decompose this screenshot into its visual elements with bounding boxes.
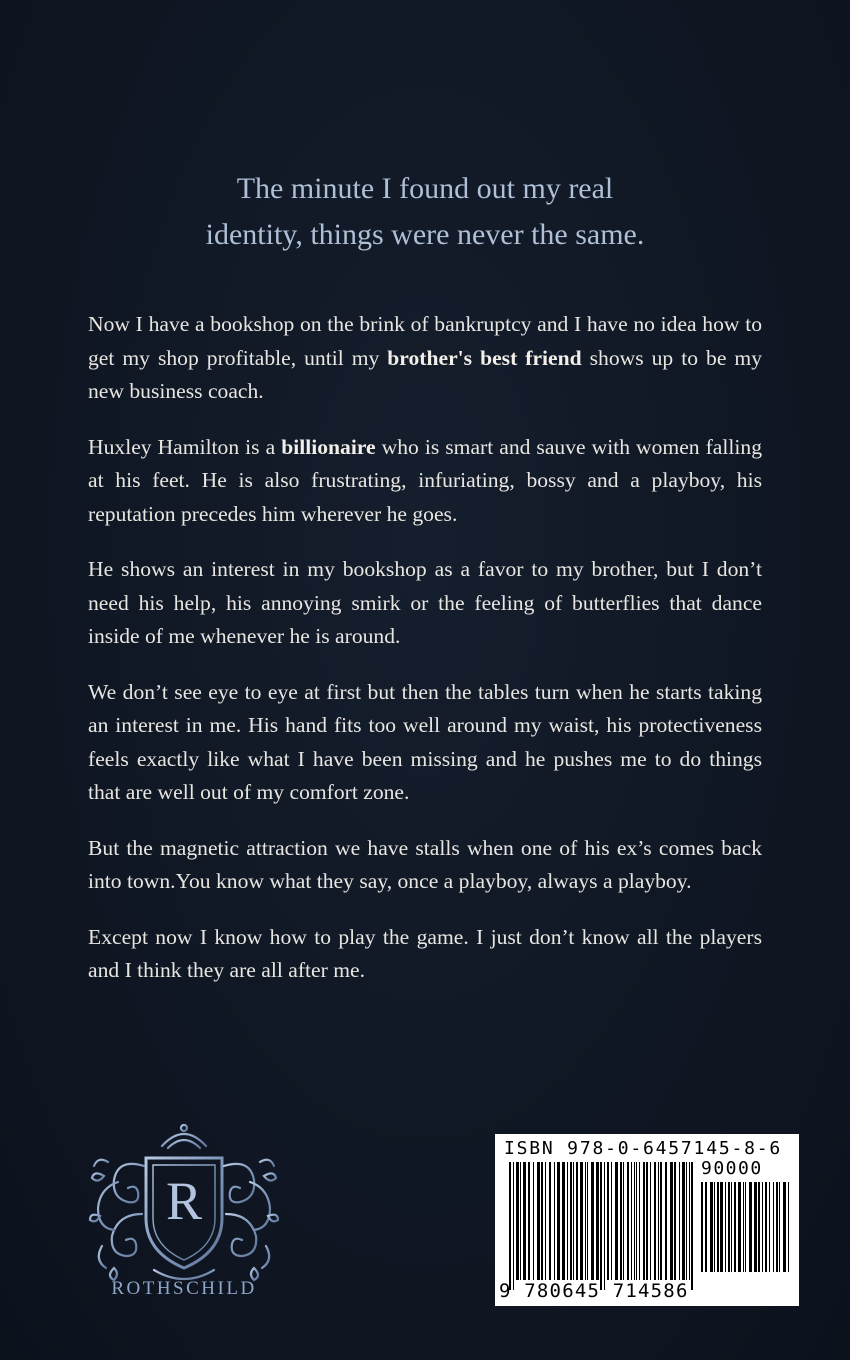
- tagline-line-1: The minute I found out my real: [236, 172, 614, 205]
- barcode-bar: [634, 1162, 635, 1280]
- barcode-bar: [604, 1162, 605, 1290]
- barcode-bar: [738, 1182, 741, 1272]
- barcode-digits: 9 780645 714586: [499, 1280, 689, 1302]
- barcode-bar: [783, 1182, 786, 1272]
- logo-monogram: R: [165, 1171, 203, 1231]
- blurb-p1-text-end: shows up to be my new business coach.: [88, 345, 762, 403]
- barcode-bar: [557, 1162, 560, 1280]
- barcode-bar: [631, 1162, 632, 1280]
- barcode-bar: [570, 1162, 572, 1280]
- blurb-p2-text: Huxley Hamilton is a: [88, 434, 282, 459]
- barcode-bar: [509, 1162, 511, 1290]
- barcode-bar: [573, 1162, 574, 1280]
- barcode-bar: [689, 1162, 690, 1280]
- barcode-bar: [623, 1162, 624, 1280]
- barcode-bar: [720, 1182, 723, 1272]
- barcode-bar: [743, 1182, 744, 1272]
- blurb-paragraph-3: He shows an interest in my bookshop as a favor to my brother, but I don’t need his help, his annoying smirk or the feeling of butterflies that dance inside of me whenever he is around.: [88, 557, 762, 648]
- barcode-bar: [762, 1182, 763, 1272]
- barcode-bar: [686, 1162, 687, 1280]
- barcode-bar: [773, 1182, 774, 1272]
- blurb-p1-text: Now I have a bookshop on the brink of bankruptcy and I have no idea how to get my shop profitable, until my: [88, 312, 762, 370]
- barcode-bar: [562, 1162, 565, 1280]
- blurb-p2-bold: billionaire: [281, 434, 376, 459]
- barcode-bar: [567, 1162, 568, 1280]
- barcode-bar: [650, 1162, 651, 1280]
- isbn-label: ISBN 978-0-6457145-8-6: [504, 1138, 783, 1159]
- barcode-bar: [523, 1162, 526, 1280]
- barcode-bar: [607, 1162, 609, 1280]
- barcode-bar: [779, 1182, 780, 1272]
- barcode-bar: [691, 1162, 693, 1290]
- ean-barcode-bars: [509, 1162, 695, 1290]
- barcode-bar: [646, 1162, 648, 1280]
- barcode-bar: [639, 1162, 640, 1280]
- barcode-bar: [636, 1162, 637, 1280]
- barcode-bar: [615, 1162, 618, 1280]
- barcode-bar: [731, 1182, 732, 1272]
- blurb-paragraph-4: We don’t see eye to eye at first but then the tables turn when he starts taking an interest in me. His hand fits too well around my waist, his protectiveness feels exactly like what I have been missing and he pushes me to do things that are well out of my comfort zone.: [88, 679, 762, 804]
- barcode-bar: [734, 1182, 736, 1272]
- barcode-bar: [516, 1162, 519, 1280]
- barcode-bar: [749, 1182, 752, 1272]
- barcode-bar: [658, 1162, 659, 1280]
- barcode-bar: [769, 1182, 770, 1272]
- barcode-bar: [674, 1162, 676, 1280]
- barcode-bar: [596, 1162, 599, 1280]
- barcode-bar: [554, 1162, 555, 1280]
- barcode-bar: [585, 1162, 586, 1280]
- publisher-name: ROTHSCHILD: [111, 1278, 257, 1299]
- barcode-bar: [776, 1182, 778, 1272]
- barcode-bar: [754, 1182, 757, 1272]
- barcode-bar: [788, 1182, 789, 1272]
- barcode-bar: [537, 1162, 540, 1280]
- barcode-bar: [728, 1182, 730, 1272]
- barcode-bar: [643, 1162, 645, 1280]
- blurb-p2-text-end: who is smart and sauve with women falling at his feet. He is also frustrating, infuriating, bossy and a playboy, his reputation precedes him wherever he goes.: [88, 434, 762, 526]
- barcode-bar: [682, 1162, 685, 1280]
- barcode-bar: [627, 1162, 629, 1280]
- barcode-bar: [513, 1162, 514, 1290]
- barcode-bar: [545, 1162, 546, 1280]
- barcode-bar: [665, 1162, 667, 1280]
- blurb-paragraph-6: Except now I know how to play the game. I just don’t know all the players and I think they are all after me.: [88, 924, 762, 982]
- barcode: [495, 1134, 799, 1306]
- barcode-bar: [620, 1162, 622, 1280]
- addon-barcode-bars: [701, 1182, 791, 1282]
- barcode-bar: [549, 1162, 551, 1280]
- barcode-bar: [745, 1182, 746, 1272]
- tagline: [0, 166, 850, 258]
- blurb-paragraph-5: But the magnetic attraction we have stalls when one of his ex’s comes back into town.You know what they say, once a playboy, always a playboy.: [88, 835, 762, 893]
- blurb-paragraph-1: [88, 308, 762, 409]
- barcode-bar: [541, 1162, 543, 1280]
- barcode-bar: [580, 1162, 583, 1280]
- barcode-bar: [705, 1182, 707, 1272]
- barcode-bar: [520, 1162, 521, 1280]
- blurb-p1-bold: brother's best friend: [387, 345, 582, 370]
- barcode-bar: [701, 1182, 703, 1272]
- barcode-bar: [660, 1162, 662, 1280]
- barcode-bar: [717, 1182, 719, 1272]
- barcode-bar: [758, 1182, 760, 1272]
- blurb-paragraph-2: [88, 431, 762, 532]
- barcode-bar: [591, 1162, 594, 1280]
- barcode-bar: [725, 1182, 726, 1272]
- tagline-line-2: identity, things were never the same.: [205, 218, 645, 251]
- barcode-bar: [710, 1182, 713, 1272]
- barcode-bar: [765, 1182, 767, 1272]
- barcode-bar: [576, 1162, 578, 1280]
- barcode-bar: [528, 1162, 530, 1280]
- barcode-bar: [654, 1162, 656, 1280]
- barcode-bar: [670, 1162, 673, 1280]
- barcode-bar: [533, 1162, 534, 1280]
- price-code: 90000: [701, 1158, 763, 1179]
- barcode-bar: [587, 1162, 588, 1280]
- barcode-bar: [714, 1182, 715, 1272]
- barcode-bar: [600, 1162, 602, 1290]
- barcode-bar: [611, 1162, 612, 1280]
- barcode-bar: [679, 1162, 680, 1280]
- blurb: [88, 308, 762, 1010]
